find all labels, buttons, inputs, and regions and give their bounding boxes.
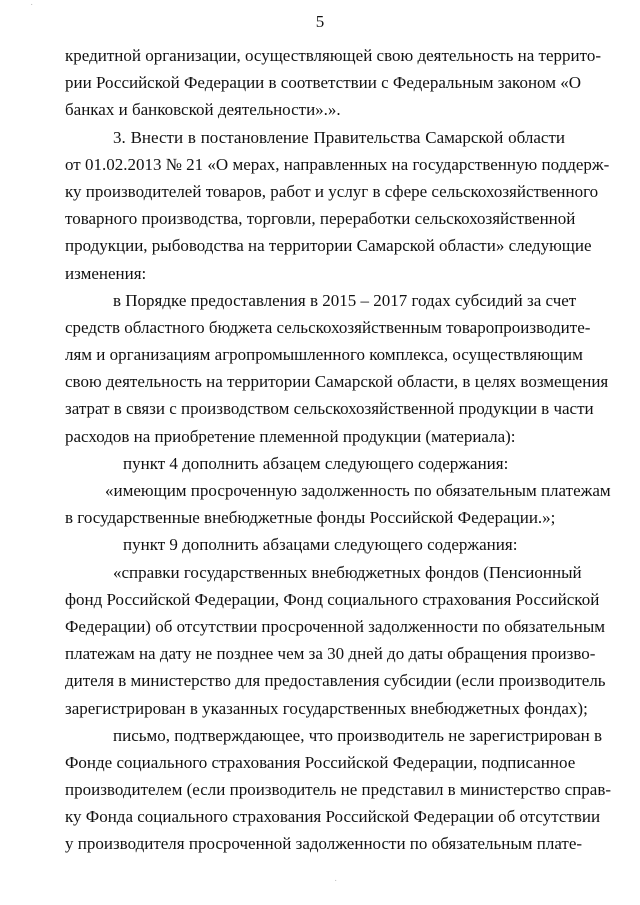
text-line: от 01.02.2013 № 21 «О мерах, направленных на государственную поддерж- <box>65 154 610 174</box>
text-line: продукции, рыбоводства на территории Самарской области» следующие <box>65 236 592 256</box>
text-line: товарного производства, торговли, переработки сельскохозяйственной <box>65 209 576 229</box>
text-line: «имеющим просроченную задолженность по обязательным платежам <box>105 481 611 500</box>
text-line: «справки государственных внебюджетных фондов (Пенсионный <box>113 562 582 582</box>
text-line: средств областного бюджета сельскохозяйственным товаропроизводите- <box>65 317 591 337</box>
text-line: затрат в связи с производством сельскохозяйственной продукции в части <box>65 399 594 419</box>
text-line: ку производителей товаров, работ и услуг в сфере сельскохозяйственного <box>65 181 599 201</box>
text-line: лям и организациям агропромышленного комплекса, осуществляющим <box>65 345 583 365</box>
text-line: кредитной организации, осуществляющей свою деятельность на террито- <box>65 46 601 65</box>
text-line: Федерации) об отсутствии просроченной задолженности по обязательным <box>65 616 606 636</box>
text-line: зарегистрирован в указанных государственных внебюджетных фондах); <box>65 698 588 718</box>
text-line: 3. Внести в постановление Правительства Самарской области <box>113 127 565 147</box>
document-body <box>65 42 612 858</box>
scan-speck: ˙ <box>30 3 34 14</box>
text-line: фонд Российской Федерации, Фонд социального страхования Российской <box>65 589 600 609</box>
text-line: банках и банковской деятельности».». <box>65 100 341 120</box>
text-line: в Порядке предоставления в 2015 – 2017 годах субсидий за счет <box>113 290 577 310</box>
text-line: у производителя просроченной задолженности по обязательным плате- <box>65 834 583 854</box>
text-line: пункт 9 дополнить абзацами следующего содержания: <box>123 535 518 555</box>
scan-speck: ˙ <box>334 879 338 890</box>
text-line: платежам на дату не позднее чем за 30 дней до даты обращения произво- <box>65 644 596 664</box>
text-line: в государственные внебюджетные фонды Российской Федерации.»; <box>65 508 556 528</box>
text-line: изменения: <box>65 263 147 283</box>
page-number: 5 <box>315 12 325 31</box>
text-line: дителя в министерство для предоставления субсидии (если производитель <box>65 671 606 691</box>
text-line: производителем (если производитель не представил в министерство справ- <box>65 780 612 800</box>
text-line: Фонде социального страхования Российской Федерации, подписанное <box>65 752 576 772</box>
text-line: рии Российской Федерации в соответствии с Федеральным законом «О <box>65 73 582 93</box>
text-line: ку Фонда социального страхования Российской Федерации об отсутствии <box>65 807 601 827</box>
text-line: свою деятельность на территории Самарской области, в целях возмещения <box>65 372 609 392</box>
text-line: пункт 4 дополнить абзацем следующего содержания: <box>123 453 509 473</box>
text-line: расходов на приобретение племенной продукции (материала): <box>65 426 516 446</box>
text-line: письмо, подтверждающее, что производитель не зарегистрирован в <box>113 725 603 745</box>
